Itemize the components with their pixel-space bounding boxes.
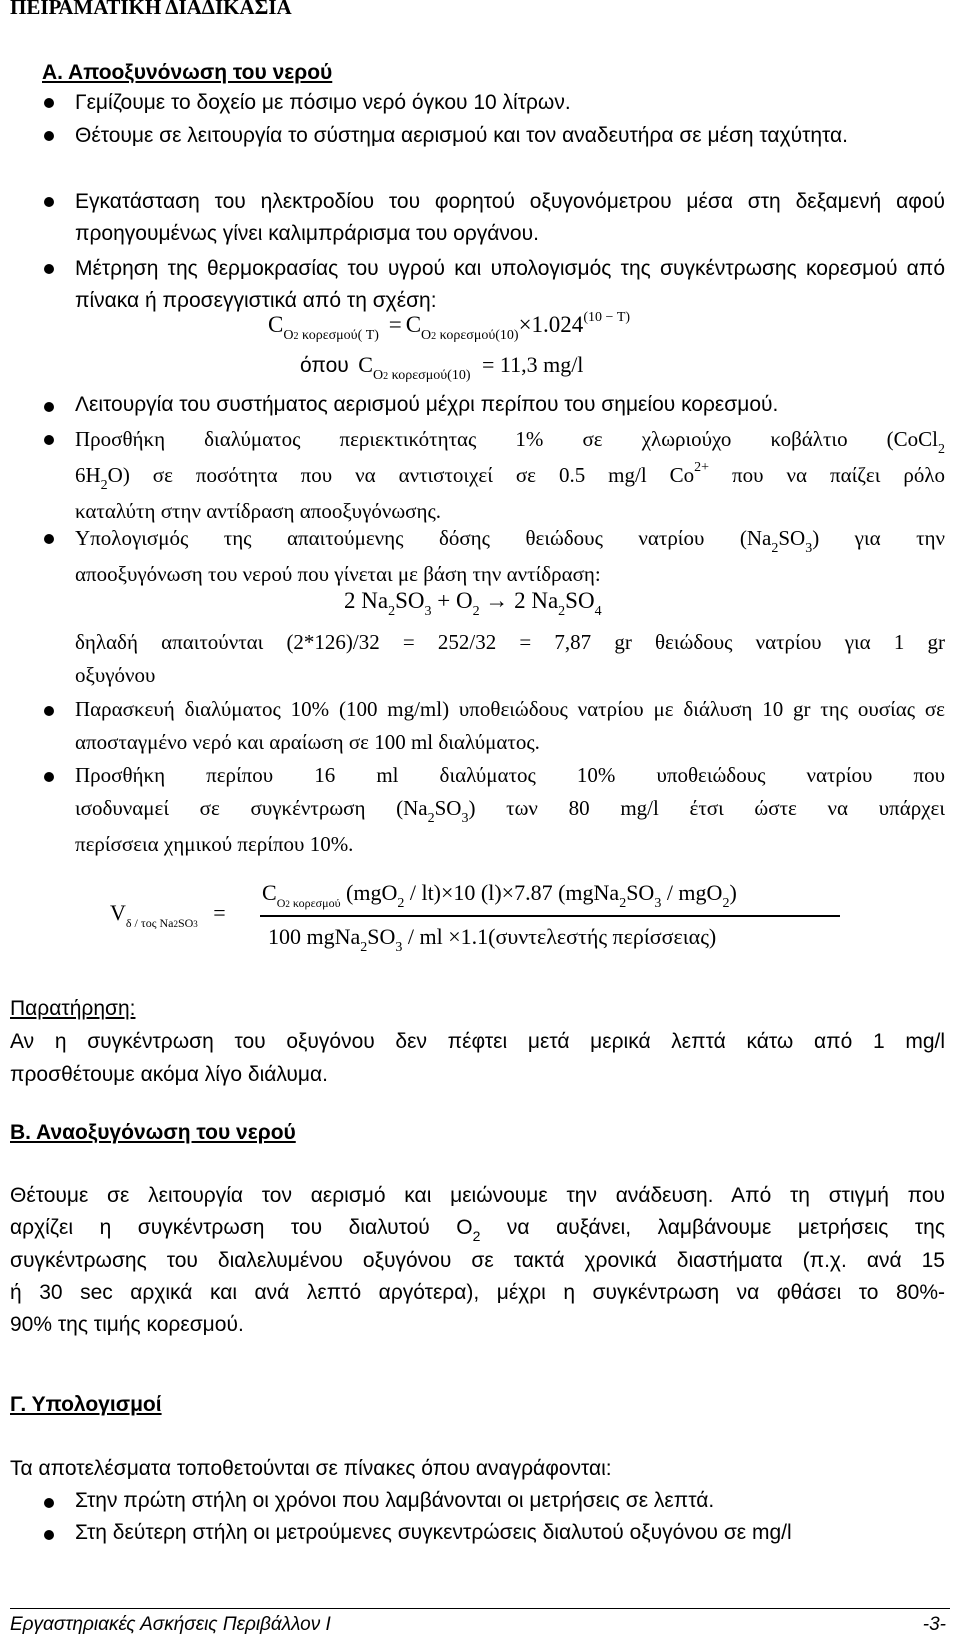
bullet-icon bbox=[44, 402, 54, 412]
section-b-body bbox=[10, 1180, 945, 1341]
eq3-den-c: / ml ×1.1(συντελεστής περίσσειας) bbox=[402, 924, 717, 949]
bullet-icon bbox=[44, 264, 54, 274]
eq3-num-b: / lt)×10 (l)×7.87 (mgNa bbox=[404, 880, 620, 905]
fraction-bar bbox=[260, 915, 840, 917]
eq3-num-sub bbox=[277, 896, 341, 910]
eq3-lhs-sub-a: δ / τος Na bbox=[125, 916, 174, 930]
eq-sub-o: O bbox=[283, 328, 294, 343]
bullet-text-1: Γεμίζουμε το δοχείο με πόσιμο νερό όγκου 10 λίτρων. bbox=[75, 91, 571, 114]
bullet-icon bbox=[44, 98, 54, 108]
b6-sub: 2 bbox=[100, 478, 108, 493]
eq3-lhs-sub-d: 3 bbox=[193, 919, 198, 929]
rx-arrow: → bbox=[479, 588, 515, 613]
rx-sub: 2 bbox=[472, 604, 480, 619]
eq3-num-sub: 2 bbox=[397, 896, 405, 911]
eq-sub-2: 2 bbox=[383, 371, 389, 382]
bullet-6-line-1 bbox=[75, 423, 945, 459]
eq-sub-2: 2 bbox=[431, 331, 437, 342]
bullet-text-6 bbox=[75, 423, 945, 528]
rx-sub: 4 bbox=[594, 604, 602, 619]
rx-sub: 2 bbox=[558, 604, 566, 619]
section-c-bullet-2: Στη δεύτερη στήλη οι μετρούμενες συγκεντρώσεις διαλυτού οξυγόνου σε mg/l bbox=[75, 1521, 792, 1544]
section-b-line-5: 90% της τιμής κορεσμού. bbox=[10, 1313, 244, 1336]
b9-l2b: SO bbox=[434, 796, 462, 820]
rx-e: SO bbox=[565, 588, 595, 613]
bullet-text-8: Παρασκευή διαλύματος 10% (100 mg/ml) υποθειώδους νατρίου με διάλυση 10 gr της ουσίας σε αποσταγμένο νερό και αραίωση σε 100 ml διαλύματος. bbox=[75, 697, 945, 754]
b9-l2a: ισοδυναμεί σε συγκέντρωση (Na bbox=[75, 796, 428, 820]
section-a-heading: Α. Αποοξυνόνωση του νερού bbox=[42, 61, 333, 84]
bullet-icon bbox=[44, 706, 54, 716]
sb-sub: 2 bbox=[472, 1228, 481, 1244]
volume-formula-numerator bbox=[262, 878, 737, 912]
bullet-text-5: Λειτουργία του συστήματος αερισμού μέχρι περίπου του σημείου κορεσμού. bbox=[75, 393, 779, 416]
eq3-num-sub: 2 bbox=[722, 896, 730, 911]
bullet-text-3: Εγκατάσταση του ηλεκτροδίου του φορητού οξυγονόμετρου μέσα στη δεξαμενή αφού προηγουμένως γίνει καλιμπράρισμα του οργάνου. bbox=[75, 190, 945, 245]
eq3-num-sub-text: κορεσμού bbox=[289, 896, 341, 910]
volume-formula-denominator bbox=[268, 922, 716, 956]
eq3-num-e: ) bbox=[729, 880, 737, 905]
rx-sub: 2 bbox=[388, 604, 396, 619]
b6-l2c: που να παίζει ρόλο bbox=[709, 463, 946, 487]
eq3-num-sub: 3 bbox=[654, 896, 662, 911]
bullet-icon bbox=[44, 1498, 54, 1508]
eq3-lhs: V bbox=[110, 900, 126, 925]
bullet-7-cont bbox=[75, 626, 945, 692]
page-title: ΠΕΙΡΑΜΑΤΙΚΗ ΔΙΑΔΙΚΑΣΙΑ bbox=[10, 0, 292, 19]
eq3-lhs-sub bbox=[126, 916, 198, 930]
bullet-7-line-1 bbox=[75, 522, 945, 558]
eq-sub-text: κορεσμού( T) bbox=[298, 328, 379, 343]
note-line-2: προσθέτουμε ακόμα λίγο διάλυμα. bbox=[10, 1063, 328, 1086]
b7-l1b: SO bbox=[778, 526, 806, 550]
bullet-icon bbox=[44, 534, 54, 544]
bullet-6-line-2 bbox=[75, 459, 945, 495]
rx-d: 2 Na bbox=[514, 588, 559, 613]
eq3-num-d: / mgO bbox=[661, 880, 723, 905]
note-body bbox=[10, 1025, 945, 1091]
saturation-equation bbox=[268, 310, 630, 345]
eq-sub-o: O bbox=[421, 328, 432, 343]
bullet-icon bbox=[44, 435, 54, 445]
footer-rule bbox=[10, 1608, 950, 1609]
eq-subscript bbox=[373, 368, 471, 383]
sb-l2b: να αυξάνει, λαμβάνουμε μετρήσεις της bbox=[480, 1216, 945, 1239]
eq-prefix: όπου bbox=[300, 354, 349, 377]
b9-l2c: ) των 80 mg/l έτσι ώστε να υπάρχει bbox=[468, 796, 945, 820]
saturation-value-line bbox=[300, 350, 583, 385]
eq-subscript bbox=[283, 328, 379, 343]
b6-l1: Προσθήκη διαλύματος περιεκτικότητας 1% σε χλωριούχο κοβάλτιο (CoCl bbox=[75, 427, 938, 451]
eq3-lhs-sub-b: 2 bbox=[173, 919, 178, 929]
eq-sub-o: O bbox=[372, 368, 384, 383]
b9-sub: 2 bbox=[427, 811, 435, 826]
bullet-icon bbox=[44, 772, 54, 782]
rx-c: + O bbox=[431, 588, 473, 613]
eq-exponent: (10 − T) bbox=[583, 310, 631, 325]
bullet-text-2: Θέτουμε σε λειτουργία το σύστημα αερισμού και τον αναδευτήρα σε μέση ταχύτητα. bbox=[75, 124, 849, 147]
b6-sup: 2+ bbox=[694, 460, 710, 475]
eq3-equals: = bbox=[213, 900, 226, 925]
bullet-7-line-4: οξυγόνου bbox=[75, 663, 156, 687]
bullet-9-line-2 bbox=[75, 792, 945, 828]
eq-symbol: C bbox=[405, 312, 422, 337]
eq-equals: = bbox=[388, 312, 402, 337]
rx-a: 2 Na bbox=[344, 588, 389, 613]
b6-l2a: 6H bbox=[75, 463, 101, 487]
eq3-den-sub: 3 bbox=[395, 940, 403, 955]
section-b-line-1: Θέτουμε σε λειτουργία τον αερισμό και μειώνουμε την ανάδευση. Από τη στιγμή που bbox=[10, 1184, 945, 1207]
bullet-icon bbox=[44, 1530, 54, 1540]
b6-sub: 2 bbox=[938, 442, 945, 457]
b6-l2b: O) σε ποσότητα που να αντιστοιχεί σε 0.5 mg/l Co bbox=[107, 463, 695, 487]
bullet-icon bbox=[44, 197, 54, 207]
b7-sub: 3 bbox=[805, 541, 813, 556]
eq-symbol: C bbox=[358, 352, 373, 377]
eq-base: ×1.024 bbox=[518, 312, 584, 337]
eq3-num-sub-2: 2 bbox=[285, 899, 290, 909]
bullet-icon bbox=[44, 131, 54, 141]
section-c-heading: Γ. Υπολογισμοί bbox=[10, 1393, 162, 1416]
sb-l2a: αρχίζει η συγκέντρωση του διαλυτού O bbox=[10, 1216, 473, 1239]
note-line-1: Αν η συγκέντρωση του οξυγόνου δεν πέφτει μετά μερικά λεπτά κάτω από 1 mg/l bbox=[10, 1030, 945, 1053]
page-number: -3- bbox=[922, 1614, 946, 1635]
eq-sub-2: 2 bbox=[293, 331, 299, 342]
bullet-6-line-3: καταλύτη στην αντίδραση αποοξυγόνωσης. bbox=[75, 499, 442, 523]
eq3-num-c: C bbox=[262, 880, 277, 905]
eq3-num-a: (mgO bbox=[340, 880, 398, 905]
b7-l1a: Υπολογισμός της απαιτούμενης δόσης θειώδους νατρίου (Na bbox=[75, 526, 772, 550]
bullet-text-7 bbox=[75, 522, 945, 591]
eq3-num-c2: SO bbox=[626, 880, 655, 905]
section-b-heading: Β. Αναοξυγόνωση του νερού bbox=[10, 1121, 296, 1144]
eq3-den-sub: 2 bbox=[360, 940, 368, 955]
section-c-intro: Τα αποτελέσματα τοποθετούνται σε πίνακες όπου αναγράφονται: bbox=[10, 1457, 612, 1480]
volume-formula-lhs bbox=[110, 898, 226, 932]
b9-sub: 3 bbox=[461, 811, 469, 826]
eq3-den-b: SO bbox=[367, 924, 396, 949]
section-b-line-3: συγκέντρωσης του διαλελυμένου οξυγόνου σε τακτά χρονικά διαστήματα (π.χ. ανά 15 bbox=[10, 1249, 945, 1272]
reaction-equation bbox=[344, 586, 602, 620]
bullet-9-line-3: περίσσεια χημικού περίπου 10%. bbox=[75, 832, 354, 856]
eq3-num-sub: 2 bbox=[619, 896, 627, 911]
section-b-line-4: ή 30 sec αρχικά και ανά λεπτό αργότερα), μέχρι η συγκέντρωση να φθάσει το 80%- bbox=[10, 1281, 945, 1304]
eq3-lhs-sub-c: SO bbox=[177, 916, 194, 930]
rx-sub: 3 bbox=[424, 604, 432, 619]
eq-subscript bbox=[421, 328, 519, 343]
b7-sub: 2 bbox=[771, 541, 779, 556]
bullet-text-9 bbox=[75, 759, 945, 861]
rx-b: SO bbox=[395, 588, 425, 613]
eq-value: = 11,3 mg/l bbox=[481, 352, 584, 377]
section-b-line-2 bbox=[10, 1212, 945, 1245]
note-heading: Παρατήρηση: bbox=[10, 997, 136, 1020]
eq-sub-text: κορεσμού(10) bbox=[388, 368, 471, 383]
b7-l1c: ) για την bbox=[812, 526, 946, 550]
bullet-7-line-3: δηλαδή απαιτούνται (2*126)/32 = 252/32 = 7,87 gr θειώδους νατρίου για 1 gr bbox=[75, 630, 945, 654]
section-c-bullet-1: Στην πρώτη στήλη οι χρόνοι που λαμβάνονται οι μετρήσεις σε λεπτά. bbox=[75, 1489, 715, 1512]
eq3-num-sub-o: O bbox=[276, 896, 286, 910]
eq3-den-a: 100 mgNa bbox=[268, 924, 361, 949]
bullet-text-4: Μέτρηση της θερμοκρασίας του υγρού και υπολογισμός της συγκέντρωσης κορεσμού από πίνακα ή προσεγγιστικά από τη σχέση: bbox=[75, 257, 945, 312]
bullet-7-line-2: αποοξυγόνωση του νερού που γίνεται με βάση την αντίδραση: bbox=[75, 562, 601, 586]
eq-sub-text: κορεσμού(10) bbox=[436, 328, 519, 343]
footer-title: Εργαστηριακές Ασκήσεις Περιβάλλον Ι bbox=[10, 1614, 331, 1635]
bullet-9-line-1: Προσθήκη περίπου 16 ml διαλύματος 10% υποθειώδους νατρίου που bbox=[75, 763, 945, 787]
eq-symbol: C bbox=[268, 312, 284, 337]
